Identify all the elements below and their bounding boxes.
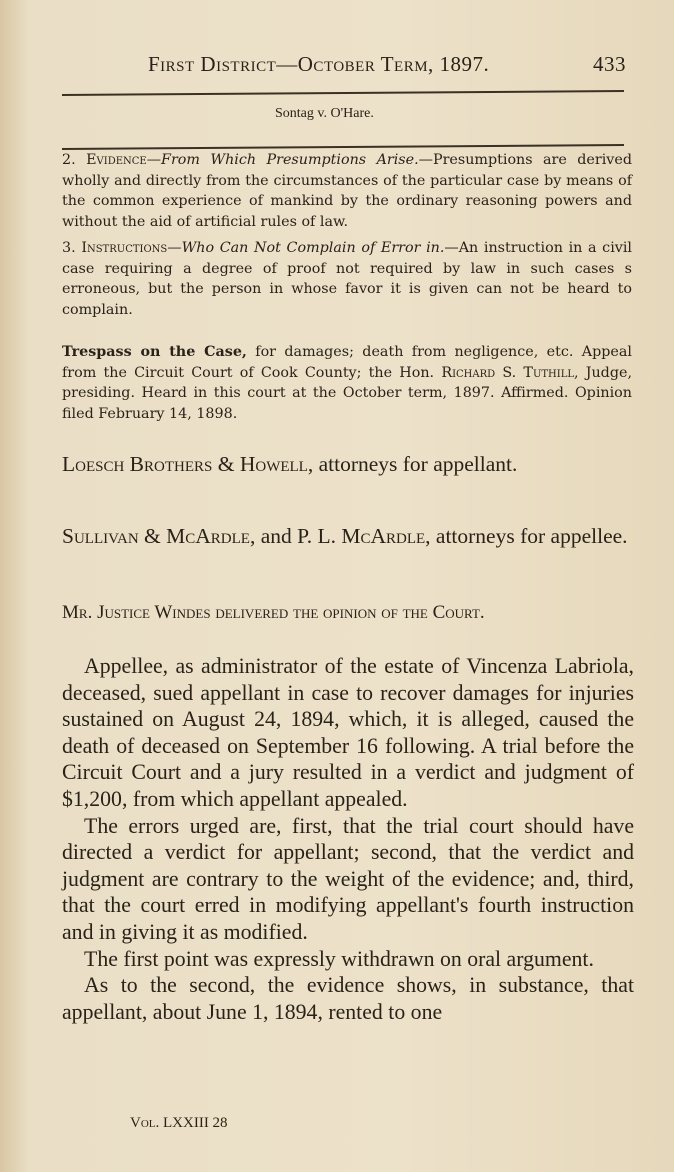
running-header [148, 52, 638, 77]
headnote-number: 3. [62, 240, 76, 256]
opinion-paragraph: The errors urged are, first, that the trial court should have directed a verdict for appellant; second, that the verdict and judgment are contrary to the weight of the evidence; and, third, that the court erred in modifying appellant's fourth instruction and in giving it as modified. [62, 813, 634, 944]
opinion-paragraph: The first point was expressly withdrawn on oral argument. [84, 946, 594, 971]
appellee-firm: Sullivan & McArdle, [62, 524, 256, 548]
headnote-label: Instructions [81, 240, 168, 256]
case-summary-text-1: for damages; death from negligence, etc. Appeal from the Circuit Court of Cook County; the Hon. [62, 344, 632, 381]
headnote-label: Evidence [86, 152, 147, 168]
case-summary-text-2: , Judge, presiding. Heard in this court at the October term, 1897. Affirmed. Opinion filed February 14, 1898. [62, 364, 632, 422]
case-name: Sontag v. O'Hare. [275, 106, 374, 121]
presiding-judge: Richard S. Tuthill [441, 364, 574, 381]
header-rule-bottom [62, 144, 624, 149]
appellee-counsel [62, 522, 634, 551]
appellee-firm-2: McArdle, [341, 524, 431, 548]
opinion-heading: Mr. Justice Windes delivered the opinion of the Court. [62, 602, 485, 623]
headnote-text: —An instruction in a civil case requiring a degree of proof not required by law in such cases s erroneous, but the person in whose favor it is given can not be heard to complain. [62, 240, 632, 318]
appellant-counsel [62, 450, 634, 479]
case-summary-lead: Trespass on the Case, [62, 344, 247, 360]
headnote-3 [62, 238, 632, 320]
headnote-text: —Presumptions are derived wholly and directly from the circumstances of the particular case by means of the common experience of mankind by the ordinary reasoning powers and without the aid of artificial rules of law. [62, 152, 632, 230]
headnote-2 [62, 150, 632, 232]
headnote-topic: —From Which Presumptions Arise. [146, 152, 419, 168]
appellant-counsel-text: attorneys for appellant. [313, 452, 518, 476]
appellant-firm: Loesch Brothers & Howell, [62, 452, 314, 476]
opinion-paragraph: As to the second, the evidence shows, in substance, that appellant, about June 1, 1894, rented to one [62, 973, 634, 1024]
opinion-paragraph: Appellee, as administrator of the estate of Vincenza Labriola, deceased, sued appellant in case to recover damages for injuries sustained on August 24, 1894, which, it is alleged, caused the death of deceased on September 16 following. A trial before the Circuit Court and a jury resulted in a verdict and judgment of $1,200, from which appellant appealed. [62, 654, 634, 811]
appellee-counsel-text: attorneys for appellee. [430, 524, 628, 548]
appellee-counsel-mid: and P. L. [255, 524, 342, 548]
header-title: First District—October Term, 1897. [148, 52, 490, 76]
signature-mark: Vol. LXXIII 28 [130, 1115, 228, 1131]
page-number: 433 [593, 52, 626, 76]
headnote-number: 2. [62, 152, 76, 168]
case-summary [62, 342, 632, 424]
opinion-body [62, 653, 634, 1025]
header-rule-top [62, 90, 624, 95]
headnote-topic: —Who Can Not Complain of Error in. [167, 240, 445, 256]
